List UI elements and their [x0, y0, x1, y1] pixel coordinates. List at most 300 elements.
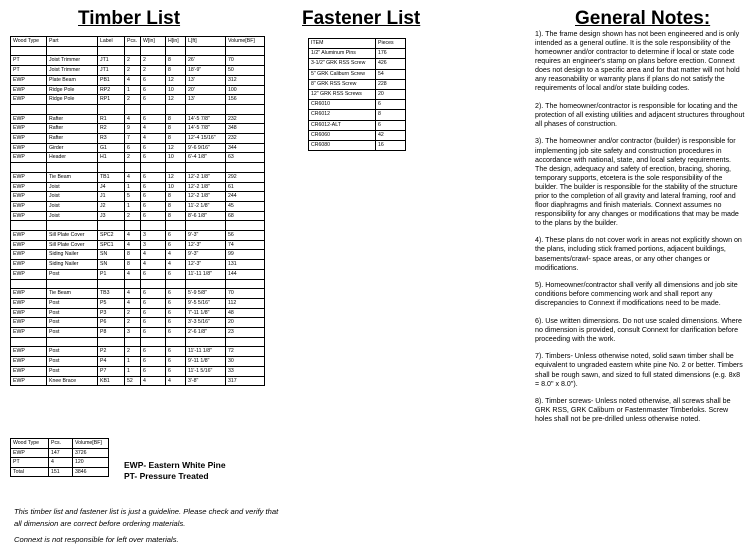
timber-cell: Siding Nailer	[47, 260, 98, 270]
timber-cell: 12	[166, 172, 186, 182]
timber-cell: 131	[226, 260, 265, 270]
timber-cell: Post	[47, 298, 98, 308]
timber-row	[11, 328, 265, 338]
timber-cell: Girder	[47, 143, 98, 153]
timber-cell: 144	[226, 269, 265, 279]
timber-row	[11, 134, 265, 144]
timber-cell	[125, 337, 141, 347]
timber-cell: 12'-4 15/16"	[186, 134, 226, 144]
timber-cell: 100	[226, 85, 265, 95]
timber-cell: EWP	[11, 366, 47, 376]
fastener-row	[309, 90, 406, 100]
timber-row	[11, 153, 265, 163]
timber-row	[11, 250, 265, 260]
timber-cell	[186, 337, 226, 347]
timber-cell: Post	[47, 357, 98, 367]
timber-cell: 6	[166, 357, 186, 367]
timber-cell: SN	[98, 260, 125, 270]
fastener-cell: 8" GRK RSS Screw	[309, 79, 376, 89]
timber-cell: SN	[98, 250, 125, 260]
timber-row	[11, 211, 265, 221]
timber-cell: J2	[98, 201, 125, 211]
timber-cell: 4	[125, 172, 141, 182]
fastener-cell: 3-1/2" GRK RSS Screw	[309, 59, 376, 69]
timber-row	[11, 231, 265, 241]
timber-cell: JT1	[98, 66, 125, 76]
timber-cell	[226, 221, 265, 231]
timber-cell: 6	[141, 192, 166, 202]
fastener-cell: CR6010	[309, 100, 376, 110]
timber-cell: 2	[141, 66, 166, 76]
timber-column-header: Pcs.	[125, 37, 141, 47]
timber-cell: 6	[166, 308, 186, 318]
timber-row	[11, 201, 265, 211]
timber-cell: 6	[141, 298, 166, 308]
timber-cell: Post	[47, 269, 98, 279]
fastener-cell: 228	[376, 79, 406, 89]
fastener-cell: CR6012-ALT	[309, 120, 376, 130]
timber-cell: 6	[166, 347, 186, 357]
timber-cell: 344	[226, 143, 265, 153]
timber-cell: 8	[166, 201, 186, 211]
timber-row	[11, 124, 265, 134]
timber-row	[11, 318, 265, 328]
timber-cell: 2'-6 1/8"	[186, 328, 226, 338]
fastener-row	[309, 110, 406, 120]
timber-column-header: Volume[BF]	[226, 37, 265, 47]
summary-row	[11, 467, 109, 477]
timber-cell: P6	[98, 318, 125, 328]
summary-cell: EWP	[11, 448, 49, 458]
timber-row	[11, 269, 265, 279]
timber-cell: 8	[166, 124, 186, 134]
timber-cell: 6	[141, 95, 166, 105]
timber-cell: Post	[47, 366, 98, 376]
timber-cell	[47, 279, 98, 289]
fastener-header-row	[309, 39, 406, 49]
timber-cell	[166, 221, 186, 231]
general-note-item: 8). Timber screws- Unless noted otherwise, all screws shall be GRK RSS, GRK Caliburn or Fastenmaster Timberloks. Screw holes shall not be pre-drilled unless otherwise noted.	[535, 397, 731, 424]
timber-cell: P3	[98, 308, 125, 318]
timber-cell	[226, 104, 265, 114]
timber-cell: 56	[226, 231, 265, 241]
timber-cell: 70	[226, 289, 265, 299]
timber-cell: RP2	[98, 85, 125, 95]
timber-cell: 8	[125, 250, 141, 260]
timber-row	[11, 114, 265, 124]
timber-row	[11, 143, 265, 153]
timber-cell: 232	[226, 134, 265, 144]
timber-cell: 4	[125, 114, 141, 124]
timber-cell: 6	[141, 318, 166, 328]
timber-cell: H1	[98, 153, 125, 163]
timber-cell	[186, 104, 226, 114]
timber-cell: 6	[166, 298, 186, 308]
timber-cell	[47, 221, 98, 231]
timber-column-header: Wood Type	[11, 37, 47, 47]
timber-cell: 6	[166, 231, 186, 241]
timber-cell: 6	[125, 143, 141, 153]
timber-cell: PT	[11, 66, 47, 76]
leftover-disclaimer: Connext is not responsible for left over materials.	[14, 535, 179, 544]
timber-cell: 112	[226, 298, 265, 308]
timber-cell: 2	[125, 347, 141, 357]
timber-cell: 1	[125, 357, 141, 367]
timber-cell: 9'-11 1/8"	[186, 357, 226, 367]
summary-cell: 4	[49, 458, 73, 468]
timber-cell: 4	[141, 134, 166, 144]
timber-cell: Rafter	[47, 124, 98, 134]
timber-cell: 63	[226, 153, 265, 163]
timber-row	[11, 260, 265, 270]
timber-cell: 2	[125, 308, 141, 318]
timber-row	[11, 192, 265, 202]
timber-cell: 4	[141, 260, 166, 270]
timber-cell	[166, 279, 186, 289]
timber-cell: 2	[125, 211, 141, 221]
timber-cell: P7	[98, 366, 125, 376]
timber-cell: 4	[125, 231, 141, 241]
timber-cell: 4	[125, 240, 141, 250]
timber-cell: 6	[141, 85, 166, 95]
timber-cell: 6	[141, 114, 166, 124]
fastener-row	[309, 69, 406, 79]
timber-cell	[11, 46, 47, 56]
timber-cell: Siding Nailer	[47, 250, 98, 260]
timber-cell: 68	[226, 211, 265, 221]
timber-cell: 13'	[186, 75, 226, 85]
timber-cell: Tie Beam	[47, 172, 98, 182]
timber-cell: 45	[226, 201, 265, 211]
timber-cell: 6	[141, 269, 166, 279]
timber-cell: Ridge Pole	[47, 85, 98, 95]
fastener-list-title: Fastener List	[302, 8, 421, 29]
timber-cell	[125, 104, 141, 114]
timber-cell	[11, 163, 47, 173]
timber-row	[11, 75, 265, 85]
timber-cell: EWP	[11, 182, 47, 192]
timber-cell: 14'-5 7/8"	[186, 114, 226, 124]
timber-cell: G1	[98, 143, 125, 153]
timber-cell: TB3	[98, 289, 125, 299]
timber-cell: EWP	[11, 172, 47, 182]
timber-cell: 8	[166, 66, 186, 76]
timber-cell: 12	[166, 143, 186, 153]
fastener-cell: 6	[376, 100, 406, 110]
timber-column-header: W[in]	[141, 37, 166, 47]
timber-cell: 8	[166, 211, 186, 221]
timber-cell: 8	[166, 56, 186, 66]
timber-cell: 26'	[186, 56, 226, 66]
timber-cell: 6	[141, 357, 166, 367]
timber-cell: Tie Beam	[47, 289, 98, 299]
timber-cell: 23	[226, 328, 265, 338]
timber-cell: 10	[166, 153, 186, 163]
timber-cell: 6	[166, 289, 186, 299]
timber-cell: 99	[226, 250, 265, 260]
timber-cell: 6	[166, 318, 186, 328]
timber-cell: EWP	[11, 85, 47, 95]
timber-cell	[98, 279, 125, 289]
timber-cell: 6'-4 1/8"	[186, 153, 226, 163]
timber-cell: 4	[125, 298, 141, 308]
timber-cell: 6	[141, 289, 166, 299]
timber-row	[11, 66, 265, 76]
timber-cell: EWP	[11, 201, 47, 211]
fastener-cell: 1/2" Aluminum Pins	[309, 49, 376, 59]
general-note-item: 3). The homeowner and/or contractor (builder) is responsible for implementing job site safety and construction procedures in accordance with national, state, and local safety requirements. The design, adequacy and safety of erection, bracing, shoring, temporary supports, etcetera is the sole responsibility of the builder. The builder is responsible for the stability of the structure prior to the completion of all gravity and lateral framing, roof and floor diaphragms and finish materials. Connext assumes no responsibility for any changes or modifications that may be made to the plans by the builder.	[535, 137, 739, 227]
timber-cell	[226, 163, 265, 173]
timber-cell: 12'-3"	[186, 260, 226, 270]
timber-cell: KB1	[98, 376, 125, 386]
timber-cell: SPC1	[98, 240, 125, 250]
timber-cell: Knee Brace	[47, 376, 98, 386]
timber-cell: 1	[125, 85, 141, 95]
timber-cell: 232	[226, 114, 265, 124]
timber-cell: 4	[166, 260, 186, 270]
timber-cell: Plate Beam	[47, 75, 98, 85]
timber-row	[11, 347, 265, 357]
timber-cell: Post	[47, 328, 98, 338]
summary-column-header: Wood Type	[11, 439, 49, 449]
timber-cell	[166, 337, 186, 347]
timber-cell	[226, 337, 265, 347]
timber-cell	[226, 279, 265, 289]
timber-row	[11, 376, 265, 386]
timber-cell: 10	[166, 182, 186, 192]
fastener-row	[309, 100, 406, 110]
timber-cell: 2	[125, 56, 141, 66]
timber-cell: 9	[125, 124, 141, 134]
summary-column-header: Volume[BF]	[73, 439, 109, 449]
fastener-cell: 6	[376, 120, 406, 130]
timber-cell: Sill Plate Cover	[47, 231, 98, 241]
timber-cell	[141, 104, 166, 114]
general-note-item: 6). Use written dimensions. Do not use scaled dimensions. Where no dimension is provided, consult Connext for clarification before proceeding with the work.	[535, 316, 742, 343]
fastener-row	[309, 49, 406, 59]
guideline-disclaimer: This timber list and fastener list is just a guideline. Please check and verify that all dimension are correct before ordering materials.	[14, 507, 279, 528]
fastener-cell: CR6060	[309, 130, 376, 140]
timber-cell: R3	[98, 134, 125, 144]
timber-cell: EWP	[11, 260, 47, 270]
summary-cell: 147	[49, 448, 73, 458]
timber-cell: 10	[166, 85, 186, 95]
timber-cell: 11'-1 5/16"	[186, 366, 226, 376]
timber-cell: 6	[166, 366, 186, 376]
timber-cell: 4	[141, 376, 166, 386]
timber-row	[11, 172, 265, 182]
fastener-cell: 426	[376, 59, 406, 69]
timber-cell: PT	[11, 56, 47, 66]
timber-cell: 4	[141, 124, 166, 134]
timber-cell: Post	[47, 347, 98, 357]
timber-cell	[141, 337, 166, 347]
fastener-cell: 16	[376, 141, 406, 151]
timber-cell: EWP	[11, 240, 47, 250]
timber-row	[11, 182, 265, 192]
timber-cell: 50	[226, 66, 265, 76]
fastener-row	[309, 130, 406, 140]
timber-cell	[125, 46, 141, 56]
timber-cell: 6	[141, 366, 166, 376]
timber-column-header: Label	[98, 37, 125, 47]
timber-cell: 12'-2 1/8"	[186, 172, 226, 182]
timber-row	[11, 46, 265, 56]
timber-cell	[47, 337, 98, 347]
timber-row	[11, 337, 265, 347]
timber-cell: 30	[226, 357, 265, 367]
fastener-cell: CR6080	[309, 141, 376, 151]
timber-cell: 244	[226, 192, 265, 202]
timber-cell	[141, 163, 166, 173]
timber-cell: Joist	[47, 182, 98, 192]
timber-cell: 11'-11 1/8"	[186, 347, 226, 357]
timber-cell	[141, 279, 166, 289]
timber-cell: R1	[98, 114, 125, 124]
timber-cell: EWP	[11, 231, 47, 241]
timber-cell: 2	[125, 153, 141, 163]
timber-cell: 12'-2 1/8"	[186, 182, 226, 192]
timber-cell: 12	[166, 95, 186, 105]
timber-cell: RP1	[98, 95, 125, 105]
timber-cell	[141, 221, 166, 231]
timber-cell: Joist Trimmer	[47, 66, 98, 76]
timber-cell	[47, 46, 98, 56]
timber-row	[11, 240, 265, 250]
wood-summary-table	[10, 438, 109, 477]
timber-header-row	[11, 37, 265, 47]
timber-cell	[98, 104, 125, 114]
timber-cell: EWP	[11, 124, 47, 134]
timber-cell: 9'-6 9/16"	[186, 143, 226, 153]
timber-cell	[47, 104, 98, 114]
timber-cell: 61	[226, 182, 265, 192]
timber-cell: 48	[226, 308, 265, 318]
timber-cell: EWP	[11, 75, 47, 85]
timber-cell: 7	[125, 134, 141, 144]
fastener-row	[309, 120, 406, 130]
timber-cell: 9'-5 5/16"	[186, 298, 226, 308]
timber-cell: 6	[141, 328, 166, 338]
timber-column-header: Part	[47, 37, 98, 47]
general-note-item: 2). The homeowner/contractor is responsible for locating and the protection of all existing utilities and adjacent structures throughout all phases of construction.	[535, 101, 745, 128]
timber-cell: P1	[98, 269, 125, 279]
timber-list-table	[10, 36, 265, 386]
timber-cell: P4	[98, 357, 125, 367]
timber-cell: EWP	[11, 318, 47, 328]
timber-cell: 74	[226, 240, 265, 250]
summary-row	[11, 448, 109, 458]
timber-cell: 9'-3"	[186, 250, 226, 260]
summary-cell: 3846	[73, 467, 109, 477]
timber-cell: P2	[98, 347, 125, 357]
timber-cell: EWP	[11, 143, 47, 153]
timber-cell	[98, 337, 125, 347]
timber-cell: 7'-11 1/8"	[186, 308, 226, 318]
timber-row	[11, 289, 265, 299]
timber-cell: 4	[141, 250, 166, 260]
timber-cell: 6	[141, 211, 166, 221]
fastener-row	[309, 141, 406, 151]
timber-cell: 11'-11 1/8"	[186, 269, 226, 279]
summary-cell: PT	[11, 458, 49, 468]
timber-cell: J4	[98, 182, 125, 192]
timber-cell: R2	[98, 124, 125, 134]
timber-cell: PB1	[98, 75, 125, 85]
general-notes-list	[535, 30, 745, 433]
timber-row	[11, 56, 265, 66]
timber-cell	[11, 337, 47, 347]
timber-row	[11, 366, 265, 376]
fastener-cell: 20	[376, 90, 406, 100]
timber-cell: 6	[141, 75, 166, 85]
timber-cell: 3	[141, 240, 166, 250]
timber-cell: TB1	[98, 172, 125, 182]
timber-cell: 8	[166, 114, 186, 124]
timber-cell: Rafter	[47, 134, 98, 144]
timber-cell	[125, 279, 141, 289]
timber-cell: 4	[166, 376, 186, 386]
timber-cell: 2	[125, 318, 141, 328]
timber-cell: 8	[125, 260, 141, 270]
timber-cell: 52	[125, 376, 141, 386]
summary-cell: 120	[73, 458, 109, 468]
timber-cell: 3	[141, 231, 166, 241]
timber-row	[11, 308, 265, 318]
timber-cell: 8	[166, 192, 186, 202]
timber-cell: 8	[166, 134, 186, 144]
timber-cell: 20'	[186, 85, 226, 95]
fastener-list-table	[308, 38, 406, 151]
timber-cell	[166, 163, 186, 173]
timber-cell: JT1	[98, 56, 125, 66]
timber-cell: EWP	[11, 153, 47, 163]
timber-cell: SPC2	[98, 231, 125, 241]
timber-cell: 13'	[186, 95, 226, 105]
timber-list-title: Timber List	[78, 8, 181, 29]
fastener-cell: 54	[376, 69, 406, 79]
timber-cell: 312	[226, 75, 265, 85]
timber-cell: EWP	[11, 95, 47, 105]
timber-cell: 33	[226, 366, 265, 376]
summary-cell: Total	[11, 467, 49, 477]
fastener-cell: 42	[376, 130, 406, 140]
timber-cell: 317	[226, 376, 265, 386]
timber-cell: Sill Plate Cover	[47, 240, 98, 250]
timber-cell	[11, 221, 47, 231]
timber-cell	[98, 163, 125, 173]
timber-cell: 348	[226, 124, 265, 134]
timber-cell: 6	[166, 269, 186, 279]
timber-cell: 3	[125, 328, 141, 338]
timber-cell: Header	[47, 153, 98, 163]
fastener-row	[309, 79, 406, 89]
timber-cell: 6	[141, 143, 166, 153]
timber-cell	[11, 104, 47, 114]
timber-cell: 12'-3"	[186, 240, 226, 250]
timber-cell: 70	[226, 56, 265, 66]
timber-row	[11, 104, 265, 114]
timber-cell: 1	[125, 182, 141, 192]
timber-cell	[186, 163, 226, 173]
summary-header-row	[11, 439, 109, 449]
timber-row	[11, 221, 265, 231]
timber-cell: 3'-8"	[186, 376, 226, 386]
timber-cell: EWP	[11, 308, 47, 318]
timber-cell: J3	[98, 211, 125, 221]
timber-cell: 6	[141, 201, 166, 211]
timber-cell	[47, 163, 98, 173]
